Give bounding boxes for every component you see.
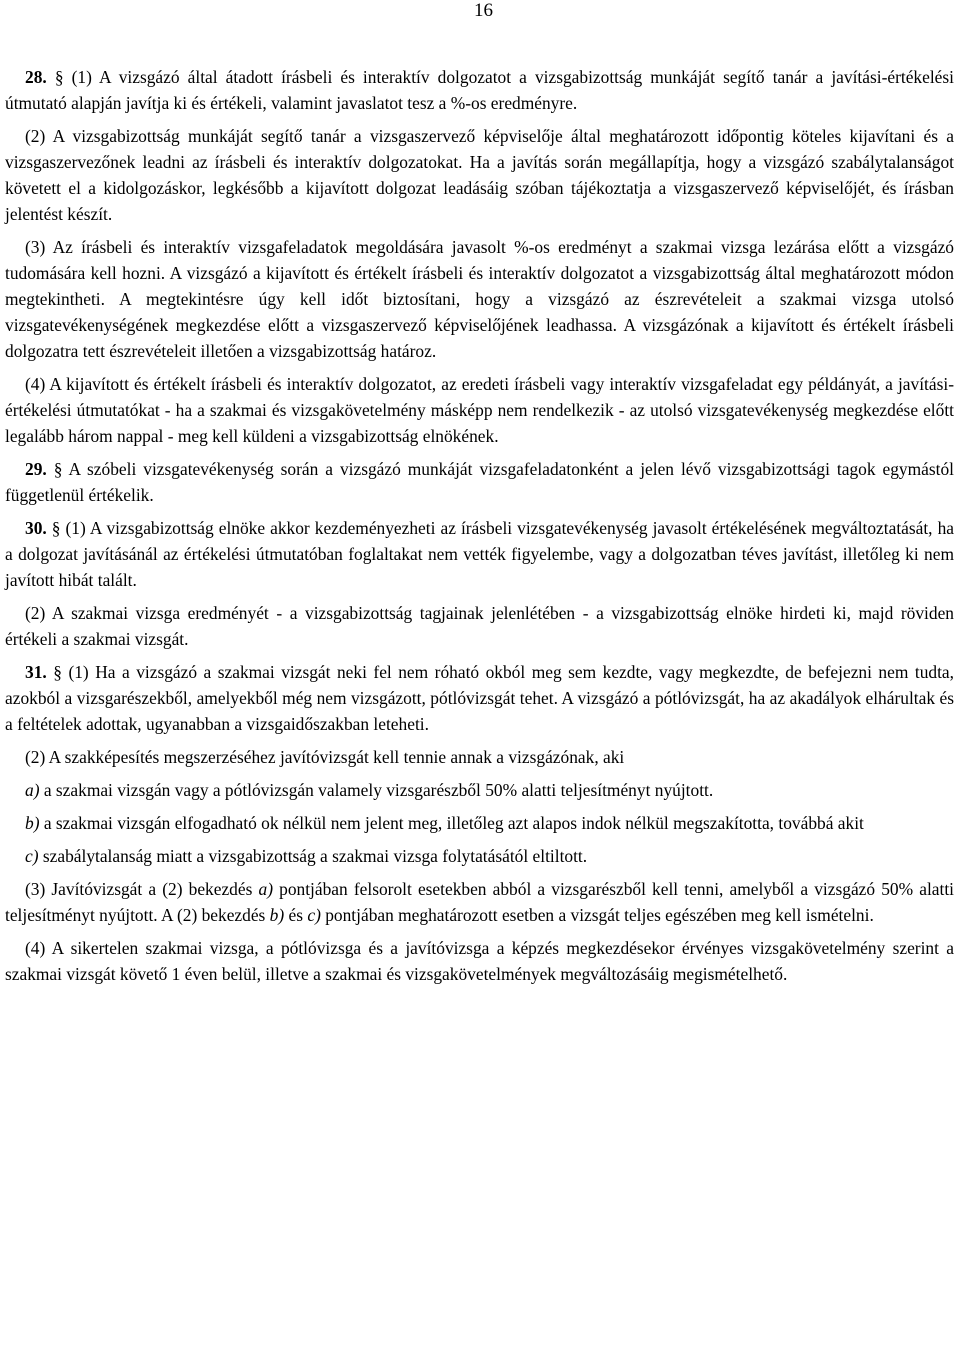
inline-marker: c) [307, 905, 321, 925]
paragraph-28-1 [5, 64, 954, 116]
paragraph-text: szabálytalanság miatt a vizsgabizottság a szakmai vizsga folytatásától eltiltott. [38, 846, 588, 866]
paragraph-31-2 [5, 744, 954, 770]
section-sign: § [53, 459, 63, 479]
paragraph-text: A szóbeli vizsgatevékenység során a vizsgázó munkáját vizsgafeladatonként a jelen lévő vizsgabizottsági tagok egymástól függetlenül értékelik. [5, 459, 954, 505]
paragraph-text: pontjában meghatározott esetben a vizsgát teljes egészében meg kell ismételni. [320, 905, 874, 925]
paragraph-text: (4) A kijavított és értékelt írásbeli és interaktív dolgozatot, az eredeti írásbeli vagy interaktív vizsgafeladat egy példányát, a javítási-értékelési útmutatókat - ha a szakmai és vizsgakövetelmény másképp nem rendelkezik - az utolsó vizsgatevékenység megkezdése előtt legalább három nappal - meg kell küldeni a vizsgabizottság elnökének. [5, 374, 954, 446]
paragraph-text: (1) Ha a vizsgázó a szakmai vizsgát neki fel nem róható okból meg sem kezdte, vagy megkezdte, de befejezni nem tudta, azokból a vizsgarészekből, amelyekből még nem vizsgázott, pótlóvizsgát tehet. A vizsgázó a pótlóvizsgát, ha az akadályok elhárultak és a feltételek adottak, ugyanabban a vizsgaidőszakban leteheti. [5, 662, 954, 734]
paragraph-text: (1) A vizsgabizottság elnöke akkor kezdeményezheti az írásbeli vizsgatevékenység javasolt értékelésének megváltoztatását, ha a dolgozat javításánál az értékelési útmutatóban foglaltakat nem vették figyelembe, vagy a dolgozatban téves javítást, illetőleg ki nem javított hibát talált. [5, 518, 954, 590]
section-number: 29. [25, 459, 47, 479]
section-number: 28. [25, 67, 47, 87]
paragraph-text: (2) A szakképesítés megszerzéséhez javítóvizsgát kell tennie annak a vizsgázónak, aki [25, 747, 625, 767]
paragraph-text: (2) A vizsgabizottság munkáját segítő tanár a vizsgaszervező képviselője által meghatározott időpontig köteles kijavítani és a vizsgaszervezőnek leadni az írásbeli és interaktív dolgozatokat. Ha a javítás során megállapítja, hogy a vizsgázó szabálytalanságot követett el a kidolgozáskor, legkésőbb a kijavított dolgozat leadásáig szóban tájékoztatja a vizsgaszervező képviselőjét, és írásban jelentést készít. [5, 126, 954, 224]
paragraph-31-2b [5, 810, 954, 836]
paragraph-31-4 [5, 935, 954, 987]
list-marker: a) [25, 780, 40, 800]
paragraph-31-1 [5, 659, 954, 737]
page-number: 16 [474, 0, 493, 21]
section-sign: § [53, 662, 62, 682]
section-number: 30. [25, 518, 47, 538]
paragraph-28-2 [5, 123, 954, 227]
paragraph-text: (3) Javítóvizsgát a (2) bekezdés [25, 879, 259, 899]
paragraph-31-3 [5, 876, 954, 928]
paragraph-text: és [284, 905, 308, 925]
paragraph-text: pontjában felsorolt esetekben abból a vizsgarészből kell tenni, amelyből a vizsgázó 50% alatti teljesítményt nyújtott. A (2) bekezdés [5, 879, 954, 925]
paragraph-text: a szakmai vizsgán vagy a pótlóvizsgán valamely vizsgarészből 50% alatti teljesítményt nyújtott. [39, 780, 714, 800]
paragraph-29 [5, 456, 954, 508]
section-sign: § [51, 518, 61, 538]
paragraph-28-3 [5, 234, 954, 364]
list-marker: b) [25, 813, 40, 833]
section-sign: § [54, 67, 64, 87]
paragraph-31-2c [5, 843, 954, 869]
paragraph-text: (4) A sikertelen szakmai vizsga, a pótlóvizsga és a javítóvizsga a képzés megkezdésekor érvényes vizsgakövetelmény szerint a szakmai vizsgát követő 1 éven belül, illetve a szakmai és vizsgakövetelmények megváltozásáig megismételhető. [5, 938, 954, 984]
paragraph-28-4 [5, 371, 954, 449]
paragraph-text: a szakmai vizsgán elfogadható ok nélkül nem jelent meg, illetőleg azt alapos indok nélkül megszakította, továbbá akit [39, 813, 864, 833]
section-number: 31. [25, 662, 47, 682]
paragraph-31-2a [5, 777, 954, 803]
paragraph-text: (1) A vizsgázó által átadott írásbeli és interaktív dolgozatot a vizsgabizottság munkáját segítő tanár a javítási-értékelési útmutató alapján javítja ki és értékeli, valamint javaslatot tesz a %-os eredményre. [5, 67, 954, 113]
inline-marker: a) [258, 879, 273, 899]
document-body [5, 64, 954, 994]
paragraph-30-2 [5, 600, 954, 652]
inline-marker: b) [269, 905, 285, 925]
paragraph-30-1 [5, 515, 954, 593]
list-marker: c) [25, 846, 39, 866]
paragraph-text: (2) A szakmai vizsga eredményét - a vizsgabizottság tagjainak jelenlétében - a vizsgabizottság elnöke hirdeti ki, majd röviden értékeli a szakmai vizsgát. [5, 603, 954, 649]
paragraph-text: (3) Az írásbeli és interaktív vizsgafeladatok megoldására javasolt %-os eredményt a szakmai vizsga lezárása előtt a vizsgázó tudomására kell hozni. A vizsgázó a kijavított és értékelt írásbeli és interaktív dolgozatot a vizsgabizottság által meghatározott módon megtekintheti. A megtekintésre úgy kell időt biztosítani, hogy a vizsgázó az észrevételeit a szakmai vizsga utolsó vizsgatevékenységének megkezdése előtt a vizsgaszervező képviselőjének leadhassa. A vizsgázónak a kijavított és értékelt írásbeli dolgozatra tett észrevételeit illetően a vizsgabizottság határoz. [5, 237, 954, 361]
